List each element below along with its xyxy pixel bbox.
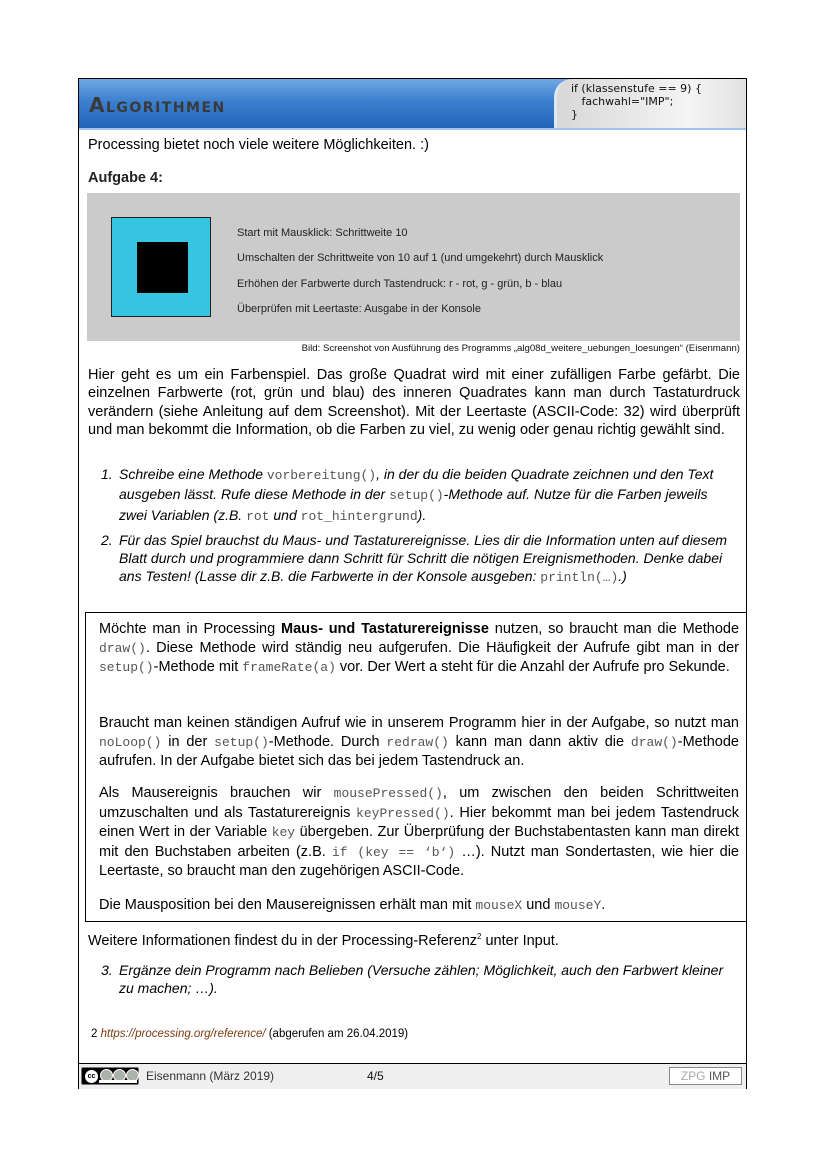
instruction-line: Erhöhen der Farbwerte durch Tastendruck: r - rot, g - grün, b - blau [237,277,563,290]
info-text: -Methode. Durch [268,733,387,750]
info-text: …). Nutzt man Sondertasten, wie hier die Leertaste, so braucht man den zugehörigen ASCII-Code. [99,843,739,879]
code-keypressed: keyPressed() [356,805,450,821]
code-setup: setup() [214,734,269,750]
info-paragraph-1 [99,620,739,678]
task-number: 2. [101,531,113,548]
footnote-link[interactable]: https://processing.org/reference/ [100,1028,266,1040]
info-text: -Methode mit [153,659,243,675]
code-setup: setup() [99,660,154,675]
task-text: ). [417,506,427,523]
info-text: Die Mausposition bei den Mausereignissen erhält man mit [99,897,476,913]
code-key: key [271,825,296,840]
footnote-number: 2 [91,1028,98,1040]
license-strip [99,1080,137,1083]
task-text: , in der du die beiden Quadrate zeichnen und den Text ausgeben lässt. Rufe diese Methode in der [119,466,714,503]
info-text: und [522,897,555,913]
program-screenshot [87,193,740,341]
code-setup: setup() [389,488,444,504]
header-title-initial: A [89,93,106,117]
task-heading: Aufgabe 4: [88,170,163,186]
task-text: Ergänze dein Programm nach Belieben (Versuche zählen; Möglichkeit, auch den Farbwert kleiner zu machen; …). [119,962,724,997]
code-draw: draw() [99,640,146,656]
info-text: Braucht man keinen ständigen Aufruf wie in unserem Programm hier in der Aufgabe, so nutzt man [99,715,739,731]
instruction-line: Umschalten der Schrittweite von 10 auf 1 (und umgekehrt) durch Mausklick [237,252,604,265]
brand-badge [669,1067,742,1085]
info-text: . Hier bekommt man bei jedem Tastendruck einen Wert in der Variable [99,804,739,840]
footnote-ref: 2 [477,932,482,941]
page-header [79,79,746,130]
outer-square [111,217,211,317]
header-code-snippet [554,79,746,128]
code-mousey: mouseY [554,898,602,913]
cc-by-nc-sa-icon [81,1067,139,1085]
task-text: -Methode auf. Nutze für die Farben jeweils zwei Variablen (z.B. [119,486,708,523]
info-text: Als Mausereignis brauchen wir [99,785,334,801]
task-text: .) [618,568,627,585]
code-line: } [571,108,578,121]
code-mousex: mouseX [475,898,523,913]
footnote-text: (abgerufen am 26.04.2019) [265,1028,409,1040]
info-text: vor. Der Wert a steht für die Anzahl der Aufrufe pro Sekunde. [335,659,730,675]
page-frame [78,78,747,1089]
instruction-line: Start mit Mausklick: Schrittweite 10 [237,227,408,239]
code-draw: draw() [630,734,678,750]
header-title-rest: LGORITHMEN [105,100,226,116]
code-rot: rot [246,508,270,524]
info-text: . [601,897,606,913]
task-text: Schreibe eine Methode [119,466,267,482]
code-line: fachwahl="IMP"; [571,95,674,108]
info-paragraph-4 [99,896,739,916]
task-text: und [269,506,301,523]
code-vorbereitung: vorbereitung() [266,468,377,483]
info-box [85,612,747,922]
task-item-2 [101,531,731,588]
instruction-line: Überprüfen mit Leertaste: Ausgabe in der Konsole [237,302,481,315]
task-list [101,465,731,593]
info-paragraph-2 [99,714,739,771]
info-paragraph-3 [99,784,739,881]
inner-square [137,242,188,293]
intro-text: Processing bietet noch viele weitere Möglichkeiten. :) [88,137,429,153]
footnote [91,1028,408,1040]
more-info-main: Weitere Informationen findest du in der Processing-Referenz [88,932,478,949]
header-title [89,93,226,117]
info-text: -Methode aufrufen. In der Aufgabe bietet sich das bei jedem Tastendruck an. [99,733,739,769]
task-number: 3. [101,962,113,978]
task-text: Für das Spiel brauchst du Maus- und Tastaturereignisse. Lies dir die Information unten auf diesem Blatt durch und programmiere dann Schritt für Schritt die nötigen Ereignismethoden. Denke dabei ans Testen! (Lasse dir z.B. die Farbwerte in der Konsole ausgeben: [119,531,728,585]
code-println: println(…) [540,570,619,586]
more-info-text [88,932,559,949]
info-bold: Maus- und Tastaturereignisse [281,621,489,637]
info-text: . Diese Methode wird ständig neu aufgerufen. Die Häufigkeit der Aufrufe gibt man in der [145,639,739,656]
info-text: , um zwischen den beiden Schrittweiten umzuschalten und als Tastaturereignis [99,785,739,821]
code-noloop: noLoop() [99,734,162,750]
screenshot-instructions [237,227,603,328]
info-text: in der [161,733,215,750]
code-mousepressed: mousePressed() [333,786,443,801]
task-number: 1. [101,466,113,482]
task-item-3 [101,961,731,998]
footer-author: Eisenmann (März 2019) [146,1069,275,1083]
code-redraw: redraw() [386,734,449,750]
info-text: Möchte man in Processing [99,621,281,637]
info-text: übergeben. Zur Überprüfung der Buchstabentasten kann man direkt mit den Buchstaben arbeiten (z.B. [99,824,739,860]
page-number: 4/5 [367,1069,384,1083]
brand-imp: IMP [708,1069,731,1083]
cc-icon: cc [84,1069,99,1084]
code-if-key: if (key == ‘b‘) [331,844,456,860]
info-text: kann man dann aktiv die [448,733,631,750]
task-item-1 [101,465,731,526]
code-framerate: frameRate(a) [242,660,336,675]
info-text: nutzen, so braucht man die Methode [488,621,740,637]
image-caption: Bild: Screenshot von Ausführung des Programms „alg08d_weitere_uebungen_loesungen“ (Eisenmann) [301,343,740,354]
page-footer [79,1063,746,1089]
description-paragraph: Hier geht es um ein Farbenspiel. Das große Quadrat wird mit einer zufälligen Farbe gefärbt. Die einzelnen Farbwerte (rot, grün und blau) des inneren Quadrates kann man durch Tastaturdruck verändern (siehe Anleitung auf dem Screenshot). Mit der Leertaste (ASCII-Code: 32) wird überprüft und man bekommt die Information, ob die Farben zu viel, zu wenig oder genau richtig gewählt sind. [88,367,740,438]
brand-zpg: ZPG [680,1069,706,1083]
code-line: if (klassenstufe == 9) { [571,82,702,95]
more-info-after: unter Input. [481,932,559,949]
code-rot-hintergrund: rot_hintergrund [300,508,418,524]
